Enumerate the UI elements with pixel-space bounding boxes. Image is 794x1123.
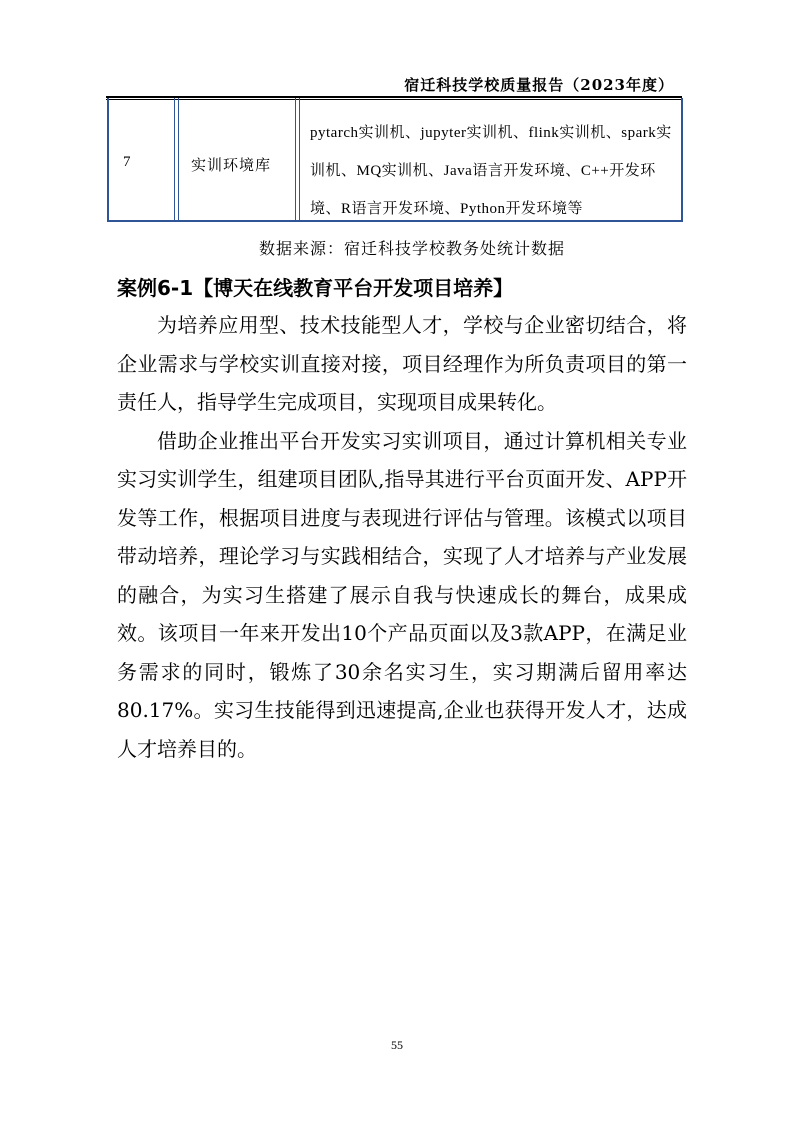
case-paragraph-2: 借助企业推出平台开发实习实训项目，通过计算机相关专业实习实训学生，组建项目团队,指导其进行平台页面开发、APP开发等工作，根据项目进度与表现进行评估与管理。该模式以项目带动培养，理论学习与实践相结合，实现了人才培养与产业发展的融合，为实习生搭建了展示自我与快速成长的舞台，成果成效。该项目一年来开发出10个产品页面以及3款APP，在满足业务需求的同时，锻炼了30余名实习生，实习期满后留用率达80.17%。实习生技能得到迅速提高,企业也获得开发人才，达成人才培养目的。 bbox=[117, 428, 687, 761]
row-name: 实训环境库 bbox=[191, 156, 272, 174]
case-title: 案例6-1【博天在线教育平台开发项目培养】 bbox=[117, 276, 514, 300]
data-source-caption: 数据来源：宿迁科技学校教务处统计数据 bbox=[258, 239, 565, 258]
table-cell-name bbox=[178, 98, 296, 220]
row-content: pytarch实训机、jupyter实训机、flink实训机、spark实训机、MQ实训机、Java语言开发环境、C++开发环境、R语言开发环境、Python开发环境等 bbox=[310, 125, 672, 217]
report-header-title: 宿迁科技学校质量报告（2023年度） bbox=[404, 76, 674, 94]
row-index: 7 bbox=[123, 154, 131, 170]
case-paragraph-1: 为培养应用型、技术技能型人才，学校与企业密切结合，将企业需求与学校实训直接对接，项目经理作为所负责项目的第一责任人，指导学生完成项目，实现项目成果转化。 bbox=[117, 313, 687, 414]
table-cell-content bbox=[299, 98, 681, 220]
resource-table bbox=[107, 98, 683, 222]
table-cell-index bbox=[109, 98, 175, 220]
page-number: 55 bbox=[391, 1038, 403, 1052]
case-body bbox=[117, 306, 687, 768]
